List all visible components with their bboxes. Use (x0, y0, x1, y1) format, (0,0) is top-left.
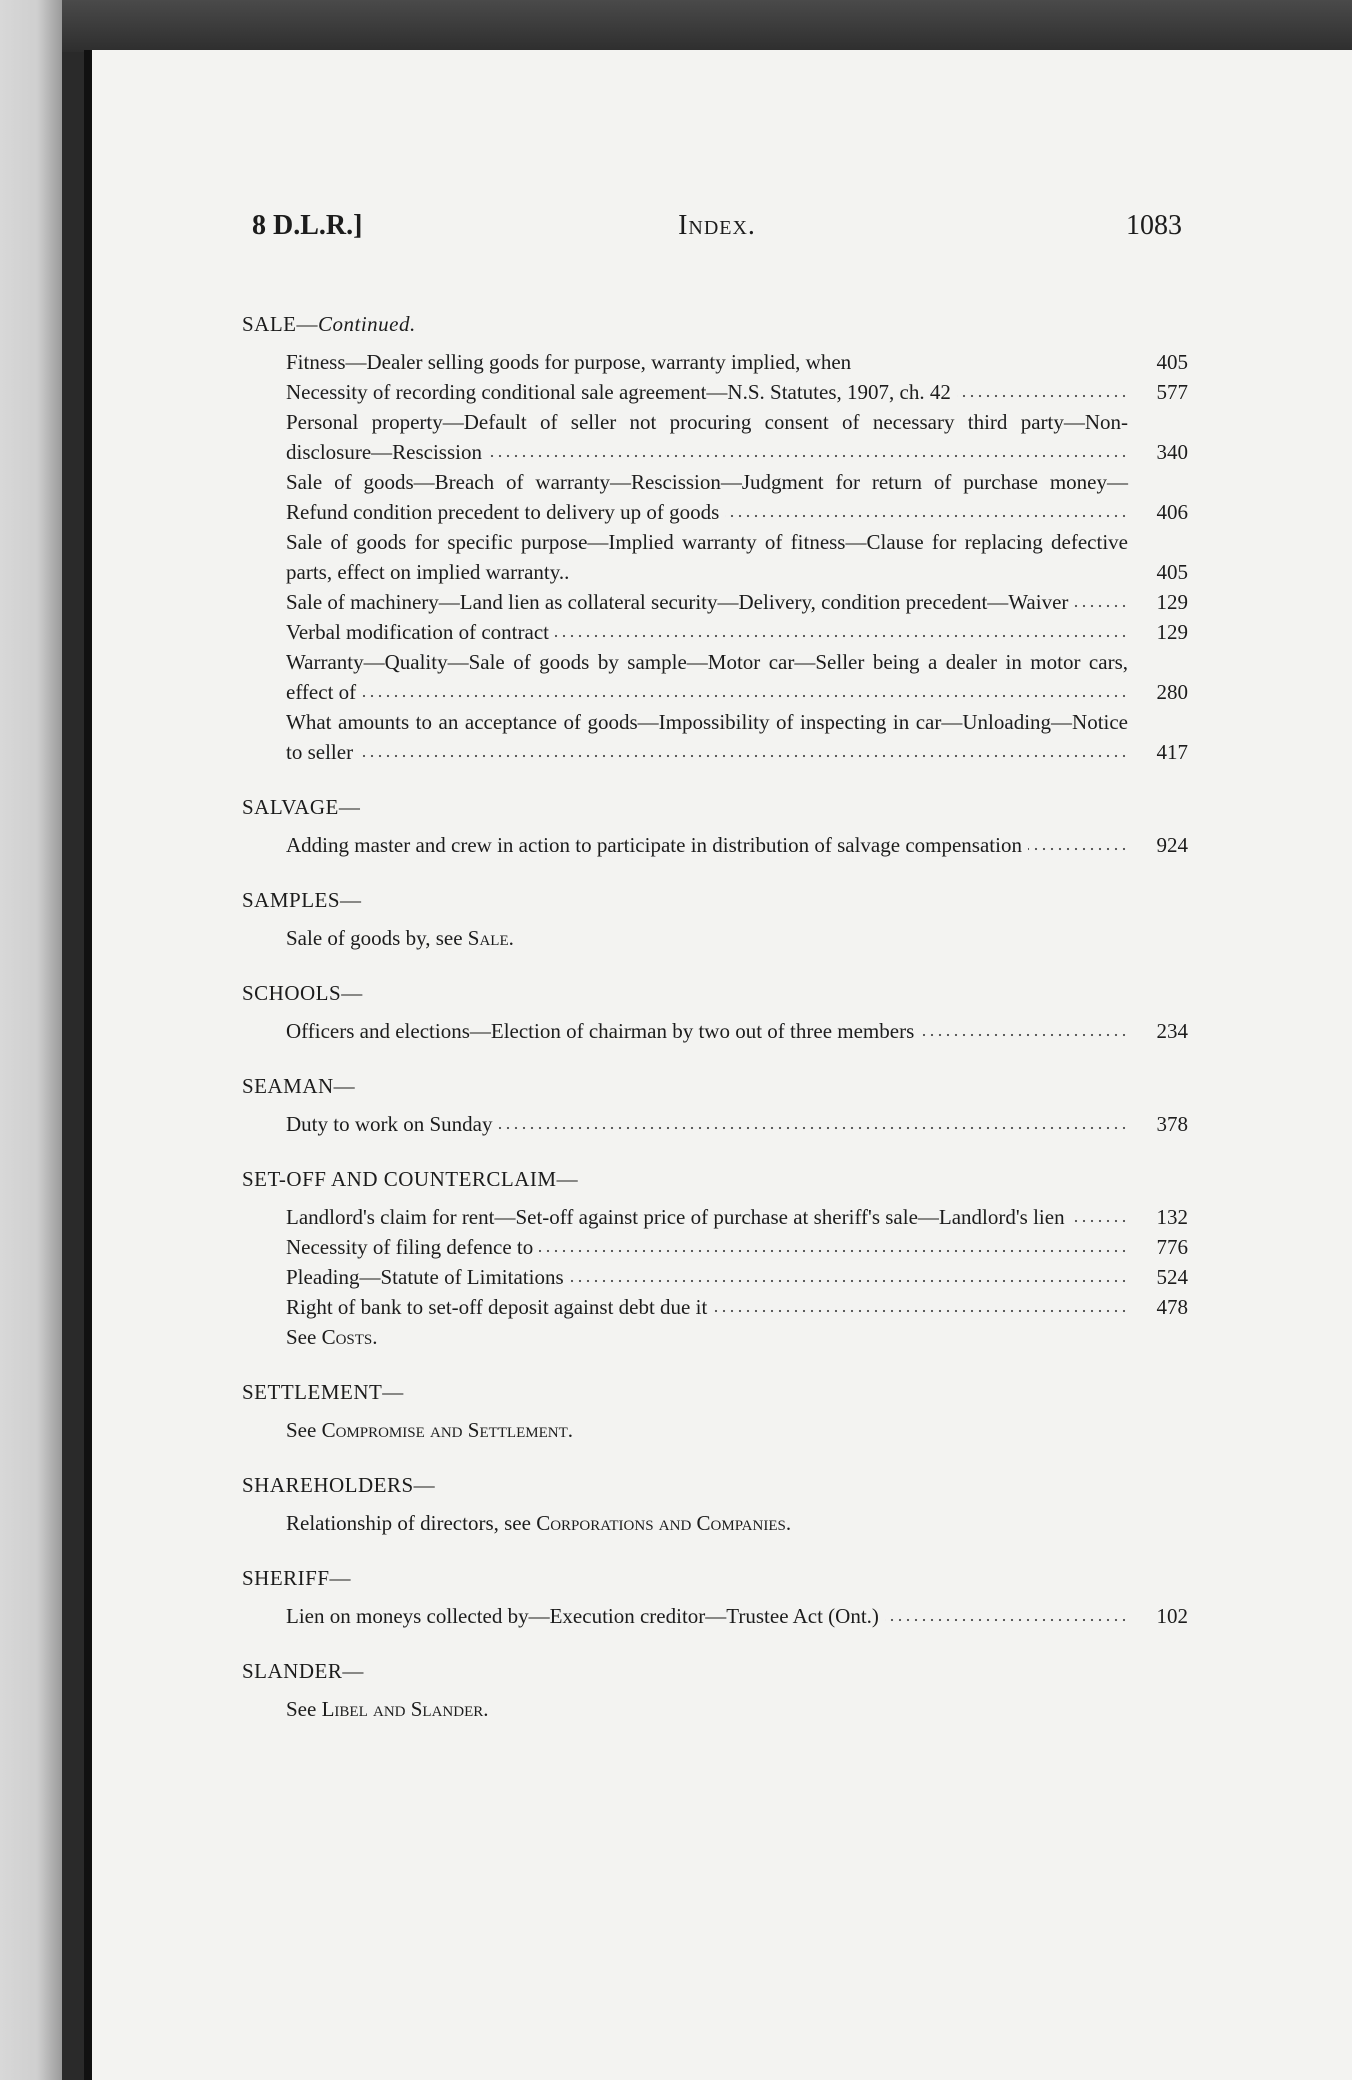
index-entry-text-container (286, 587, 1128, 617)
index-entry-text-container (286, 1232, 1128, 1262)
index-heading-label: SCHOOLS— (242, 981, 363, 1005)
index-entry (286, 1109, 1188, 1139)
page-number: 1083 (1126, 210, 1182, 241)
index-heading-label: SET-OFF AND COUNTERCLAIM— (242, 1167, 579, 1191)
index-entry-page: 405 (1156, 350, 1188, 374)
index-entry (286, 377, 1188, 407)
index-entry-page: 102 (1156, 1604, 1188, 1628)
index-heading (242, 1659, 1188, 1684)
index-entry-text-container (286, 647, 1128, 707)
index-heading-label: SEAMAN— (242, 1074, 356, 1098)
index-entry-page: 340 (1156, 440, 1188, 464)
index-heading-label: SALE— (242, 312, 318, 336)
index-heading (242, 1167, 1188, 1192)
index-entry-text: Adding master and crew in action to participate in distribution of salvage compensation (286, 833, 1028, 857)
index-heading (242, 795, 1188, 820)
index-entry-page: 478 (1156, 1295, 1188, 1319)
index-entry-text-container (286, 830, 1128, 860)
index-entry-text-container (286, 527, 1128, 587)
index-entry-text-container (286, 1109, 1128, 1139)
index-entry (286, 830, 1188, 860)
index-entry-text-container (286, 1202, 1128, 1232)
scan-left-margin (0, 0, 62, 2080)
index-entry-page: 417 (1156, 740, 1188, 764)
index-entry (286, 1016, 1188, 1046)
index-entry (286, 1232, 1188, 1262)
index-heading-label: SAMPLES— (242, 888, 362, 912)
index-entry (286, 1601, 1188, 1631)
index-entry-text: Necessity of recording conditional sale agreement—N.S. Statutes, 1907, ch. 42 (286, 380, 957, 404)
index-heading-label: SETTLEMENT— (242, 1380, 404, 1404)
index-entry (286, 347, 1188, 377)
page-section-title: Index. (678, 210, 756, 241)
index-entry-text: What amounts to an acceptance of goods—Impossibility of inspecting in car—Unloading—Notice to seller (286, 710, 1128, 764)
index-heading (242, 1566, 1188, 1591)
see-reference-target: Corporations and Companies. (536, 1511, 792, 1535)
heading-continued-label: Continued. (318, 312, 416, 336)
index-entry-text: Fitness—Dealer selling goods for purpose, warranty implied, when (286, 350, 857, 374)
index-entry-page: 129 (1156, 590, 1188, 614)
index-entry-text-container (286, 617, 1128, 647)
index-entry-text: Sale of goods—Breach of warranty—Rescission—Judgment for return of purchase money—Refund condition precedent to delivery up of goods (286, 470, 1128, 524)
index-entry-page: 129 (1156, 620, 1188, 644)
index-entry (286, 617, 1188, 647)
index-heading (242, 1074, 1188, 1099)
see-reference-target: Sale. (467, 926, 514, 950)
index-entry-text: Verbal modification of contract (286, 620, 555, 644)
index-heading (242, 981, 1188, 1006)
index-heading (242, 312, 1188, 337)
index-entry-text: Officers and elections—Election of chairman by two out of three members (286, 1019, 920, 1043)
running-head (252, 210, 1182, 260)
book-page (84, 50, 1352, 2080)
index-entry-text-container (286, 347, 1128, 377)
index-entry-page: 234 (1156, 1019, 1188, 1043)
index-entry-text-container (286, 467, 1128, 527)
index-content (242, 312, 1188, 1724)
index-entry-text: Sale of goods for specific purpose—Implied warranty of fitness—Clause for replacing defective parts, effect on implied warranty.. (286, 530, 1128, 584)
index-entry (286, 407, 1188, 467)
index-entry-page: 280 (1156, 680, 1188, 704)
index-entry-text: Sale of machinery—Land lien as collateral security—Delivery, condition precedent—Waiver (286, 590, 1074, 614)
see-reference (286, 1508, 1188, 1538)
index-heading (242, 1380, 1188, 1405)
index-heading-label: SALVAGE— (242, 795, 361, 819)
see-reference-target: Costs. (321, 1325, 378, 1349)
index-entry-text: Lien on moneys collected by—Execution creditor—Trustee Act (Ont.) (286, 1604, 885, 1628)
index-entry-text-container (286, 1292, 1128, 1322)
index-entry-text: Pleading—Statute of Limitations (286, 1265, 570, 1289)
index-entry-page: 378 (1156, 1112, 1188, 1136)
index-heading-label: SHAREHOLDERS— (242, 1473, 436, 1497)
index-entry-text-container (286, 377, 1128, 407)
see-reference (286, 923, 1188, 953)
index-entry-page: 132 (1156, 1205, 1188, 1229)
index-entry (286, 1262, 1188, 1292)
index-entry-page: 405 (1156, 560, 1188, 584)
see-reference (286, 1694, 1188, 1724)
index-heading (242, 888, 1188, 913)
index-entry-page: 406 (1156, 500, 1188, 524)
see-reference-prefix: See (286, 1697, 322, 1721)
volume-reference: 8 D.L.R.] (252, 210, 363, 241)
index-entry (286, 707, 1188, 767)
index-heading-label: SHERIFF— (242, 1566, 352, 1590)
index-entry-page: 577 (1156, 380, 1188, 404)
index-entry-text-container (286, 1016, 1128, 1046)
see-reference-target: Compromise and Settlement. (321, 1418, 574, 1442)
index-heading (242, 1473, 1188, 1498)
index-entry-page: 776 (1156, 1235, 1188, 1259)
index-entry-text-container (286, 407, 1128, 467)
index-entry (286, 467, 1188, 527)
index-entry-text: Duty to work on Sunday (286, 1112, 499, 1136)
index-entry-text: Personal property—Default of seller not procuring consent of necessary third party—Non-disclosure—Rescission (286, 410, 1128, 464)
index-entry (286, 587, 1188, 617)
scan-top-edge (62, 0, 1352, 52)
index-entry (286, 647, 1188, 707)
index-entry-page: 524 (1156, 1265, 1188, 1289)
see-reference-prefix: Sale of goods by, see (286, 926, 468, 950)
index-entry-text-container (286, 707, 1128, 767)
see-reference-prefix: See (286, 1325, 322, 1349)
index-entry-page: 924 (1156, 833, 1188, 857)
index-entry-text: Necessity of filing defence to (286, 1235, 539, 1259)
see-reference (286, 1415, 1188, 1445)
index-entry-text-container (286, 1262, 1128, 1292)
index-entry-text: Warranty—Quality—Sale of goods by sample—Motor car—Seller being a dealer in motor cars, effect of (286, 650, 1128, 704)
index-entry (286, 1292, 1188, 1322)
see-reference-prefix: See (286, 1418, 322, 1442)
index-entry (286, 527, 1188, 587)
index-entry (286, 1202, 1188, 1232)
index-entry-text: Landlord's claim for rent—Set-off against price of purchase at sheriff's sale—Landlord's lien (286, 1205, 1071, 1229)
see-reference-prefix: Relationship of directors, see (286, 1511, 537, 1535)
see-reference (286, 1322, 1188, 1352)
see-reference-target: Libel and Slander. (321, 1697, 489, 1721)
index-entry-text: Right of bank to set-off deposit against debt due it (286, 1295, 713, 1319)
index-entry-text-container (286, 1601, 1128, 1631)
index-heading-label: SLANDER— (242, 1659, 364, 1683)
